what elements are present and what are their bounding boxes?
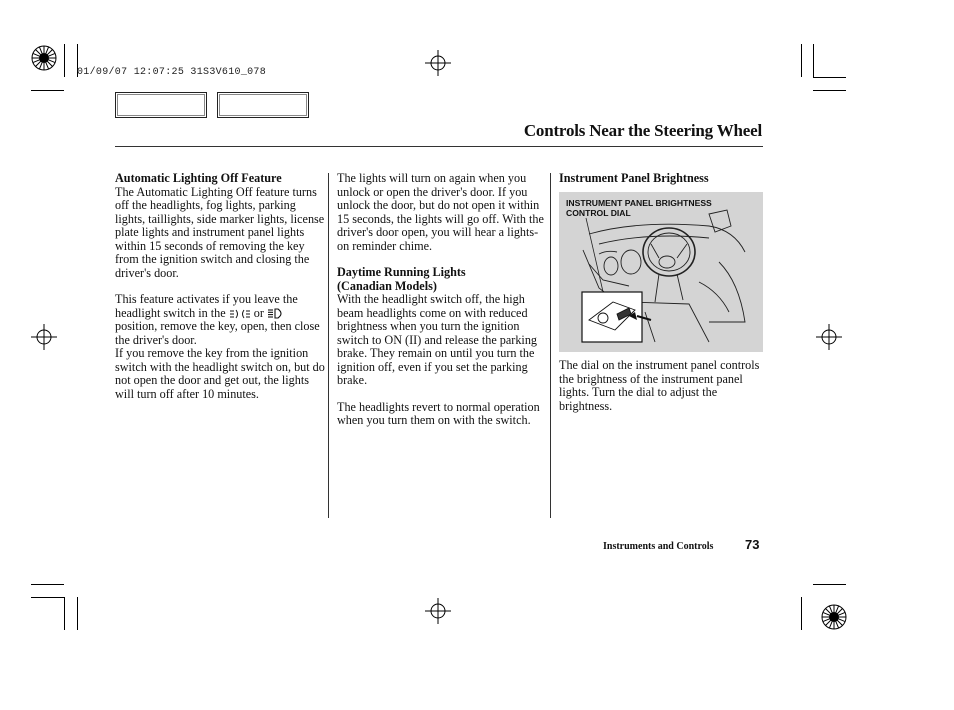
- paragraph: The dial on the instrument panel controls the brightness of the instrument panel lights. Turn the dial to adjust the brightness.: [559, 358, 760, 413]
- print-stamp: 01/09/07 12:07:25 31S3V610_078: [77, 67, 267, 78]
- header-tab-box: [115, 92, 207, 118]
- crop-mark: [813, 77, 846, 78]
- crop-mark: [31, 584, 64, 585]
- paragraph: The headlights revert to normal operation when you turn them on with the switch.: [337, 399, 540, 427]
- column-3-body: [559, 359, 764, 413]
- registration-crosshair-icon: [425, 50, 451, 76]
- crop-mark: [64, 597, 65, 630]
- crop-mark: [801, 597, 802, 630]
- paragraph: This feature activates if you leave the headlight switch in the or position, remove the key, open, then close the driver's door.: [115, 292, 320, 347]
- column-divider: [550, 173, 551, 518]
- footer-section-name: Instruments and Controls: [603, 541, 714, 552]
- paragraph: The Automatic Lighting Off feature turns off the headlights, fog lights, parking lights, taillights, side marker lights, license plate lights and instrument panel lights within 15 seconds of removing the key from the ignition switch and closing the driver's door.: [115, 184, 325, 280]
- figure-label: INSTRUMENT PANEL BRIGHTNESS CONTROL DIAL: [566, 198, 712, 218]
- crop-mark: [813, 90, 846, 91]
- registration-crosshair-icon: [816, 324, 842, 350]
- column-divider: [328, 173, 329, 518]
- registration-crosshair-icon: [31, 324, 57, 350]
- crop-mark: [77, 597, 78, 630]
- crop-mark: [31, 597, 64, 598]
- registration-sunburst-icon: [821, 604, 847, 630]
- section-heading: Automatic Lighting Off Feature: [115, 171, 282, 185]
- header-tab-box: [217, 92, 309, 118]
- parking-lights-icon: [229, 309, 251, 319]
- paragraph: If you remove the key from the ignition switch with the headlight switch on, but do not open the door and get out, the lights will turn off after 10 minutes.: [115, 346, 325, 401]
- crop-mark: [813, 584, 846, 585]
- page-number: 73: [745, 537, 760, 552]
- page-title: Controls Near the Steering Wheel: [523, 121, 762, 140]
- column-2: [337, 172, 547, 428]
- title-rule: [115, 146, 763, 147]
- crop-mark: [813, 44, 814, 77]
- section-heading: (Canadian Models): [337, 278, 437, 293]
- section-heading: Instrument Panel Brightness: [559, 171, 709, 185]
- crop-mark: [31, 90, 64, 91]
- registration-crosshair-icon: [425, 598, 451, 624]
- crop-mark: [801, 44, 802, 77]
- headlight-icon: [267, 308, 285, 319]
- registration-sunburst-icon: [31, 45, 57, 71]
- section-heading: Daytime Running Lights: [337, 265, 466, 279]
- dashboard-illustration: [559, 192, 763, 352]
- paragraph: The lights will turn on again when you unlock or open the driver's door. If you unlock the door, but do not open it within 15 seconds, the lights will go off. With the driver's door open, you will hear a lights-on reminder chime.: [337, 171, 544, 253]
- column-3: [559, 172, 764, 186]
- column-1: [115, 172, 327, 401]
- paragraph: With the headlight switch off, the high beam headlights come on with reduced brightness when you turn the ignition switch to ON (II) and release the parking brake. They remain on until you turn the ignition off, even if you set the parking brake.: [337, 292, 538, 387]
- crop-mark: [64, 44, 65, 77]
